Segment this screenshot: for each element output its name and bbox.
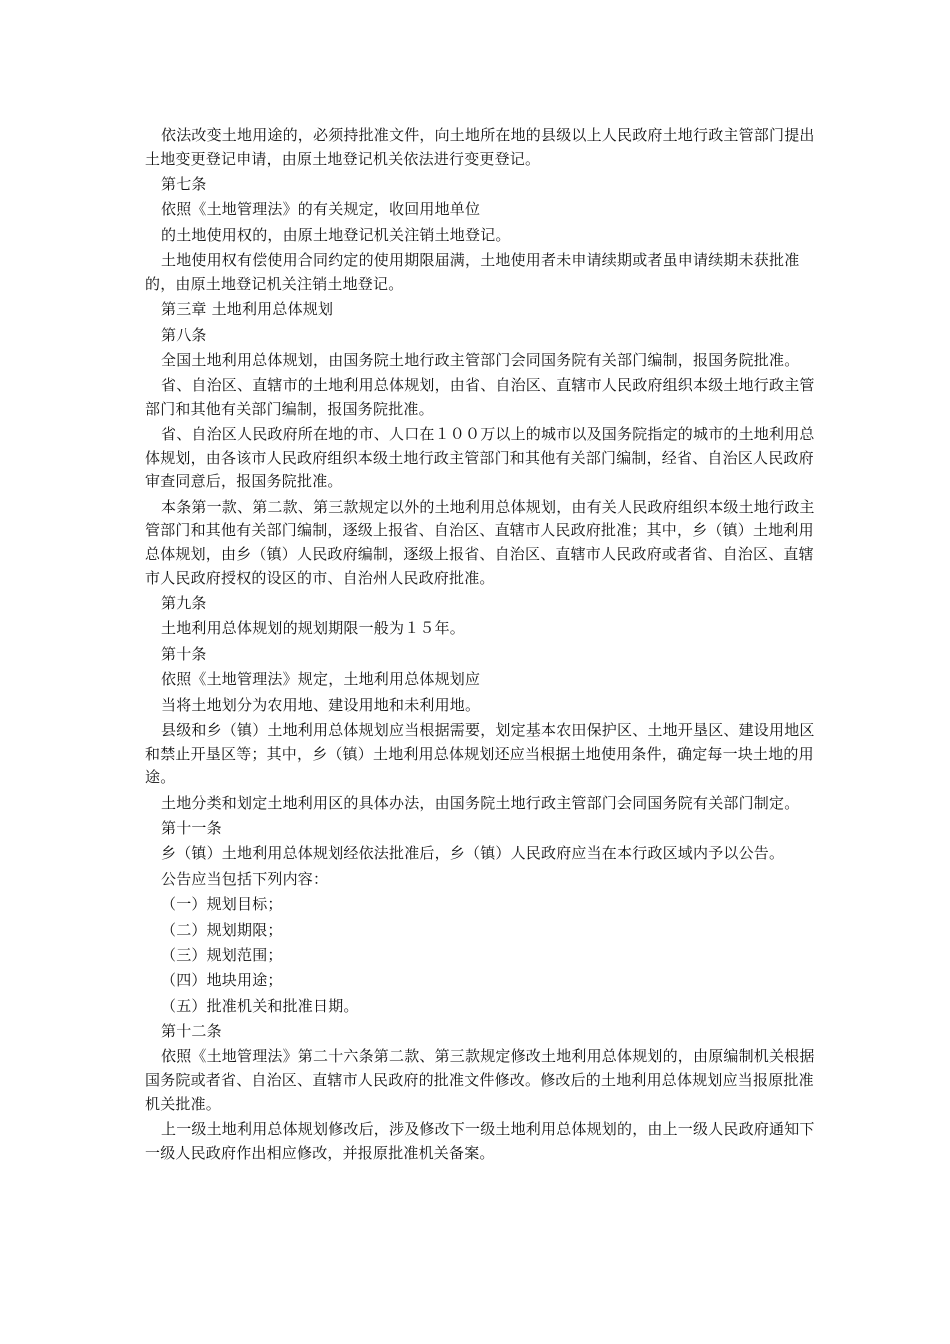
paragraph: 土地利用总体规划的规划期限一般为１５年。 <box>161 619 466 638</box>
list-item: （四）地块用途； <box>161 971 283 990</box>
list-item: （一）规划目标； <box>161 895 283 914</box>
paragraph: 乡（镇）土地利用总体规划经依法批准后，乡（镇）人民政府应当在本行政区域内予以公告。 <box>161 844 785 863</box>
list-item: （五）批准机关和批准日期。 <box>161 996 359 1015</box>
document-body <box>145 124 815 1165</box>
paragraph: 依法改变土地用途的，必须持批准文件，向土地所在地的县级以上人民政府土地行政主管部门提出土地变更登记申请，由原土地登记机关依法进行变更登记。 <box>145 126 815 168</box>
paragraph: 公告应当包括下列内容： <box>161 869 329 888</box>
paragraph: 省、自治区、直辖市的土地利用总体规划，由省、自治区、直辖市人民政府组织本级土地行政主管部门和其他有关部门编制，报国务院批准。 <box>145 376 815 418</box>
article-heading: 第八条 <box>161 325 207 344</box>
paragraph: 依照《土地管理法》规定，土地利用总体规划应 <box>161 670 481 689</box>
paragraph: 土地使用权有偿使用合同约定的使用期限届满，土地使用者未申请续期或者虽申请续期未获批准的，由原土地登记机关注销土地登记。 <box>145 251 800 293</box>
article-heading: 第七条 <box>161 174 207 193</box>
paragraph: 省、自治区人民政府所在地的市、人口在１００万以上的城市以及国务院指定的城市的土地利用总体规划，由各该市人民政府组织本级土地行政主管部门和其他有关部门编制，经省、自治区人民政府审查同意后，报国务院批准。 <box>145 425 815 491</box>
article-heading: 第十条 <box>161 644 207 663</box>
article-heading: 第九条 <box>161 594 207 613</box>
paragraph: 依照《土地管理法》第二十六条第二款、第三款规定修改土地利用总体规划的，由原编制机关根据国务院或者省、自治区、直辖市人民政府的批准文件修改。修改后的土地利用总体规划应当报原批准机关批准。 <box>145 1047 815 1113</box>
article-heading: 第十一条 <box>161 818 222 837</box>
article-heading: 第十二条 <box>161 1022 222 1041</box>
list-item: （三）规划范围； <box>161 945 283 964</box>
paragraph: 土地分类和划定土地利用区的具体办法，由国务院土地行政主管部门会同国务院有关部门制定。 <box>161 793 800 812</box>
list-item: （二）规划期限； <box>161 920 283 939</box>
paragraph: 全国土地利用总体规划，由国务院土地行政主管部门会同国务院有关部门编制，报国务院批准。 <box>161 350 800 369</box>
paragraph: 本条第一款、第二款、第三款规定以外的土地利用总体规划，由有关人民政府组织本级土地行政主管部门和其他有关部门编制，逐级上报省、自治区、直辖市人民政府批准；其中，乡（镇）土地利用总体规划，由乡（镇）人民政府编制，逐级上报省、自治区、直辖市人民政府或者省、自治区、直辖市人民政府授权的设区的市、自治州人民政府批准。 <box>145 497 815 587</box>
paragraph: 上一级土地利用总体规划修改后，涉及修改下一级土地利用总体规划的，由上一级人民政府通知下一级人民政府作出相应修改，并报原批准机关备案。 <box>145 1120 815 1162</box>
paragraph: 县级和乡（镇）土地利用总体规划应当根据需要，划定基本农田保护区、土地开垦区、建设用地区和禁止开垦区等；其中，乡（镇）土地利用总体规划还应当根据土地使用条件，确定每一块土地的用途。 <box>145 721 815 787</box>
chapter-heading: 第三章 土地利用总体规划 <box>161 300 334 319</box>
paragraph: 的土地使用权的，由原土地登记机关注销土地登记。 <box>161 225 511 244</box>
paragraph: 当将土地划分为农用地、建设用地和未利用地。 <box>161 695 481 714</box>
paragraph: 依照《土地管理法》的有关规定，收回用地单位 <box>161 200 481 219</box>
